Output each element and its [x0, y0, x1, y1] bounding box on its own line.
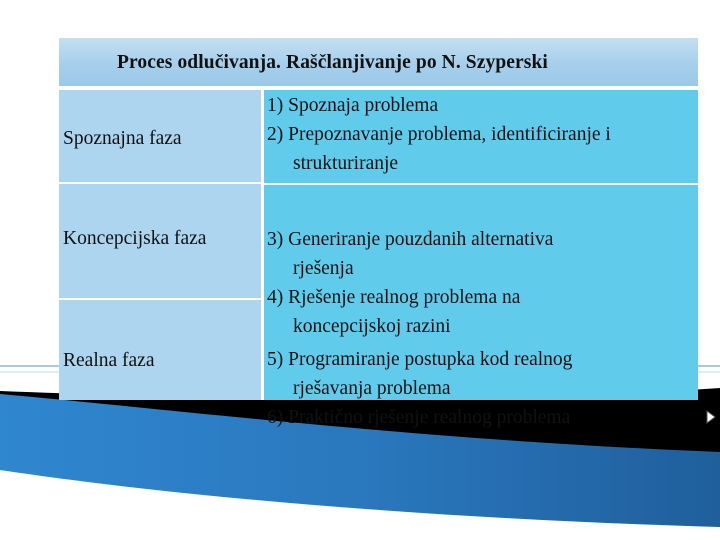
table-title-row: [59, 38, 698, 88]
phase-cell: [59, 184, 261, 300]
step-line-continued: rješavanja problema: [293, 378, 451, 399]
phase-label: Realna faza: [63, 350, 155, 371]
step-line: 1) Spoznaja problema: [267, 95, 439, 116]
step-line: 3) Generiranje pouzdanih alternativa: [267, 229, 554, 250]
phase-label: Koncepcijska faza: [63, 228, 207, 249]
step-line: 5) Programiranje postupka kod realnog: [267, 349, 573, 370]
step-line: 4) Rješenje realnog problema na: [267, 287, 521, 308]
step-line-continued: koncepcijskoj razini: [293, 316, 451, 337]
step-line-continued: rješenja: [293, 258, 354, 279]
process-table: [59, 38, 698, 428]
steps-column: [261, 90, 698, 428]
phase-cell: [59, 90, 261, 184]
steps-list: [264, 90, 698, 428]
phase-cell: [59, 300, 261, 400]
step-line: 2) Prepoznavanje problema, identificiranje i: [267, 124, 611, 145]
phase-column: [59, 90, 261, 400]
table-title: Proces odlučivanja. Raščlanjivanje po N. Szyperski: [117, 52, 548, 73]
step-line-continued: strukturiranje: [293, 153, 399, 174]
step-line: 6) Praktično rješenje realnog problema: [267, 407, 571, 428]
phase-label: Spoznajna faza: [63, 128, 182, 149]
